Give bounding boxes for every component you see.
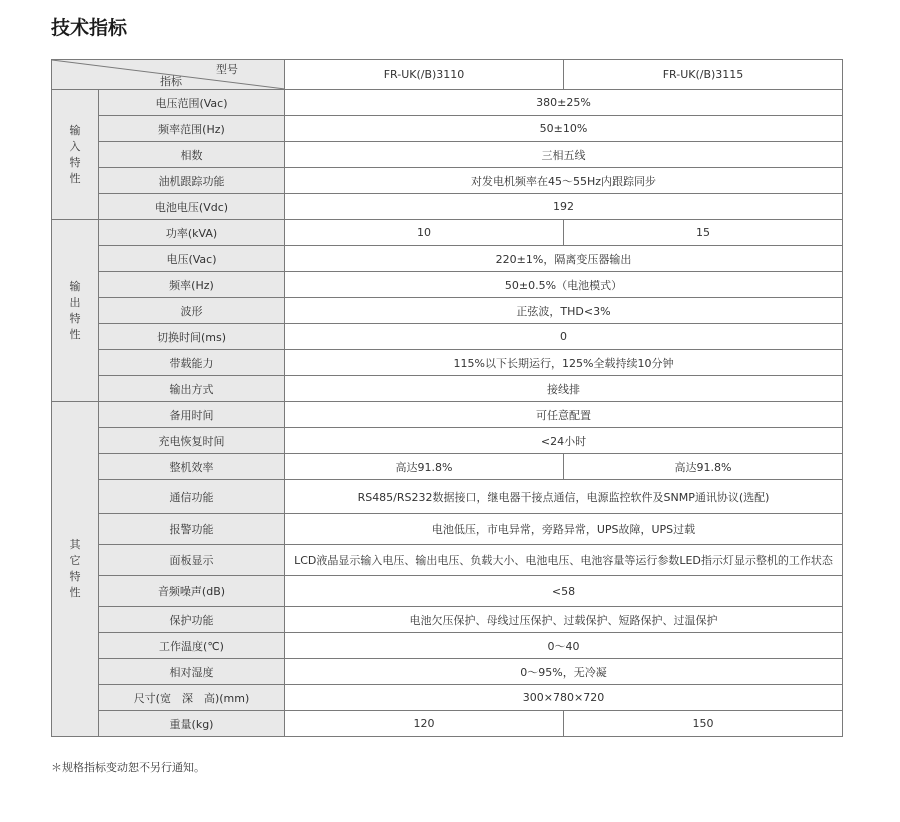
spec-value: 正弦波，THD<3% bbox=[285, 298, 843, 324]
group-char: 特 bbox=[69, 311, 81, 325]
table-row bbox=[52, 350, 843, 376]
group-other bbox=[52, 402, 99, 737]
group-char: 它 bbox=[69, 554, 81, 567]
spec-label: 工作温度(℃) bbox=[99, 633, 285, 659]
spec-value: LCD液晶显示输入电压、输出电压、负载大小、电池电压、电池容量等运行参数LED指示灯显示整机的工作状态 bbox=[285, 545, 843, 576]
table-row bbox=[52, 711, 843, 737]
spec-value: 220±1%，隔离变压器输出 bbox=[285, 246, 843, 272]
footnote: ＊规格指标变动恕不另行通知。 bbox=[51, 761, 205, 774]
diagonal-header-cell bbox=[52, 60, 285, 90]
table-row bbox=[52, 246, 843, 272]
spec-value: 对发电机频率在45～55Hz内跟踪同步 bbox=[285, 168, 843, 194]
spec-label: 相对湿度 bbox=[99, 659, 285, 685]
index-label: 指标 bbox=[160, 75, 182, 88]
table-row bbox=[52, 116, 843, 142]
spec-value: 192 bbox=[285, 194, 843, 220]
model-a-header: FR-UK(/B)3110 bbox=[285, 60, 564, 90]
spec-label: 功率(kVA) bbox=[99, 220, 285, 246]
spec-value: 0～95%，无冷凝 bbox=[285, 659, 843, 685]
table-row bbox=[52, 480, 843, 514]
table-row bbox=[52, 376, 843, 402]
spec-value: 300×780×720 bbox=[285, 685, 843, 711]
spec-value: 380±25% bbox=[285, 90, 843, 116]
spec-label: 波形 bbox=[99, 298, 285, 324]
group-char: 入 bbox=[69, 139, 81, 153]
group-char: 输 bbox=[69, 123, 81, 137]
spec-label: 整机效率 bbox=[99, 454, 285, 480]
spec-value: 电池欠压保护、母线过压保护、过载保护、短路保护、过温保护 bbox=[285, 607, 843, 633]
spec-value: 电池低压，市电异常，旁路异常，UPS故障，UPS过载 bbox=[285, 514, 843, 545]
table-row bbox=[52, 220, 843, 246]
spec-label: 带载能力 bbox=[99, 350, 285, 376]
group-char: 特 bbox=[69, 570, 81, 583]
table-row bbox=[52, 545, 843, 576]
spec-value-b: 高达91.8% bbox=[564, 454, 843, 480]
spec-value: 接线排 bbox=[285, 376, 843, 402]
spec-label: 电压(Vac) bbox=[99, 246, 285, 272]
spec-value-b: 15 bbox=[564, 220, 843, 246]
spec-label: 频率范围(Hz) bbox=[99, 116, 285, 142]
table-row bbox=[52, 659, 843, 685]
spec-label: 保护功能 bbox=[99, 607, 285, 633]
spec-value: 50±0.5%（电池模式） bbox=[285, 272, 843, 298]
spec-value-a: 120 bbox=[285, 711, 564, 737]
spec-label: 电池电压(Vdc) bbox=[99, 194, 285, 220]
table-row bbox=[52, 514, 843, 545]
table-row bbox=[52, 324, 843, 350]
spec-table bbox=[51, 59, 843, 737]
table-row bbox=[52, 454, 843, 480]
spec-label: 重量(kg) bbox=[99, 711, 285, 737]
spec-label: 频率(Hz) bbox=[99, 272, 285, 298]
table-row bbox=[52, 168, 843, 194]
group-output bbox=[52, 220, 99, 402]
spec-label: 报警功能 bbox=[99, 514, 285, 545]
table-header-row bbox=[52, 60, 843, 90]
spec-value: 115%以下长期运行，125%全载持续10分钟 bbox=[285, 350, 843, 376]
spec-label: 通信功能 bbox=[99, 480, 285, 514]
table-row bbox=[52, 142, 843, 168]
group-char: 输 bbox=[69, 279, 81, 293]
group-input bbox=[52, 90, 99, 220]
spec-value-a: 高达91.8% bbox=[285, 454, 564, 480]
spec-value: 50±10% bbox=[285, 116, 843, 142]
table-row bbox=[52, 90, 843, 116]
spec-label: 尺寸(宽 深 高)(mm) bbox=[99, 685, 285, 711]
table-row bbox=[52, 298, 843, 324]
group-char: 出 bbox=[69, 295, 81, 309]
model-label: 型号 bbox=[216, 63, 238, 76]
group-char: 性 bbox=[69, 586, 81, 599]
table-row bbox=[52, 272, 843, 298]
spec-label: 电压范围(Vac) bbox=[99, 90, 285, 116]
group-char: 特 bbox=[69, 155, 81, 169]
group-char: 其 bbox=[69, 538, 81, 551]
spec-value: RS485/RS232数据接口，继电器干接点通信，电源监控软件及SNMP通讯协议(选配) bbox=[285, 480, 843, 514]
spec-label: 切换时间(ms) bbox=[99, 324, 285, 350]
table-row bbox=[52, 576, 843, 607]
spec-label: 油机跟踪功能 bbox=[99, 168, 285, 194]
spec-label: 输出方式 bbox=[99, 376, 285, 402]
spec-label: 音频噪声(dB) bbox=[99, 576, 285, 607]
group-char: 性 bbox=[69, 327, 81, 341]
spec-label: 充电恢复时间 bbox=[99, 428, 285, 454]
spec-value: 0～40 bbox=[285, 633, 843, 659]
spec-value: 可任意配置 bbox=[285, 402, 843, 428]
table-row bbox=[52, 607, 843, 633]
model-b-header: FR-UK(/B)3115 bbox=[564, 60, 843, 90]
table-row bbox=[52, 402, 843, 428]
table-row bbox=[52, 194, 843, 220]
spec-value-a: 10 bbox=[285, 220, 564, 246]
spec-label: 面板显示 bbox=[99, 545, 285, 576]
table-row bbox=[52, 428, 843, 454]
group-char: 性 bbox=[69, 171, 81, 185]
spec-value-b: 150 bbox=[564, 711, 843, 737]
spec-value: <24小时 bbox=[285, 428, 843, 454]
spec-value: 0 bbox=[285, 324, 843, 350]
table-row bbox=[52, 685, 843, 711]
spec-label: 相数 bbox=[99, 142, 285, 168]
spec-value: <58 bbox=[285, 576, 843, 607]
spec-value: 三相五线 bbox=[285, 142, 843, 168]
page-title: 技术指标 bbox=[51, 17, 128, 39]
spec-label: 备用时间 bbox=[99, 402, 285, 428]
table-row bbox=[52, 633, 843, 659]
